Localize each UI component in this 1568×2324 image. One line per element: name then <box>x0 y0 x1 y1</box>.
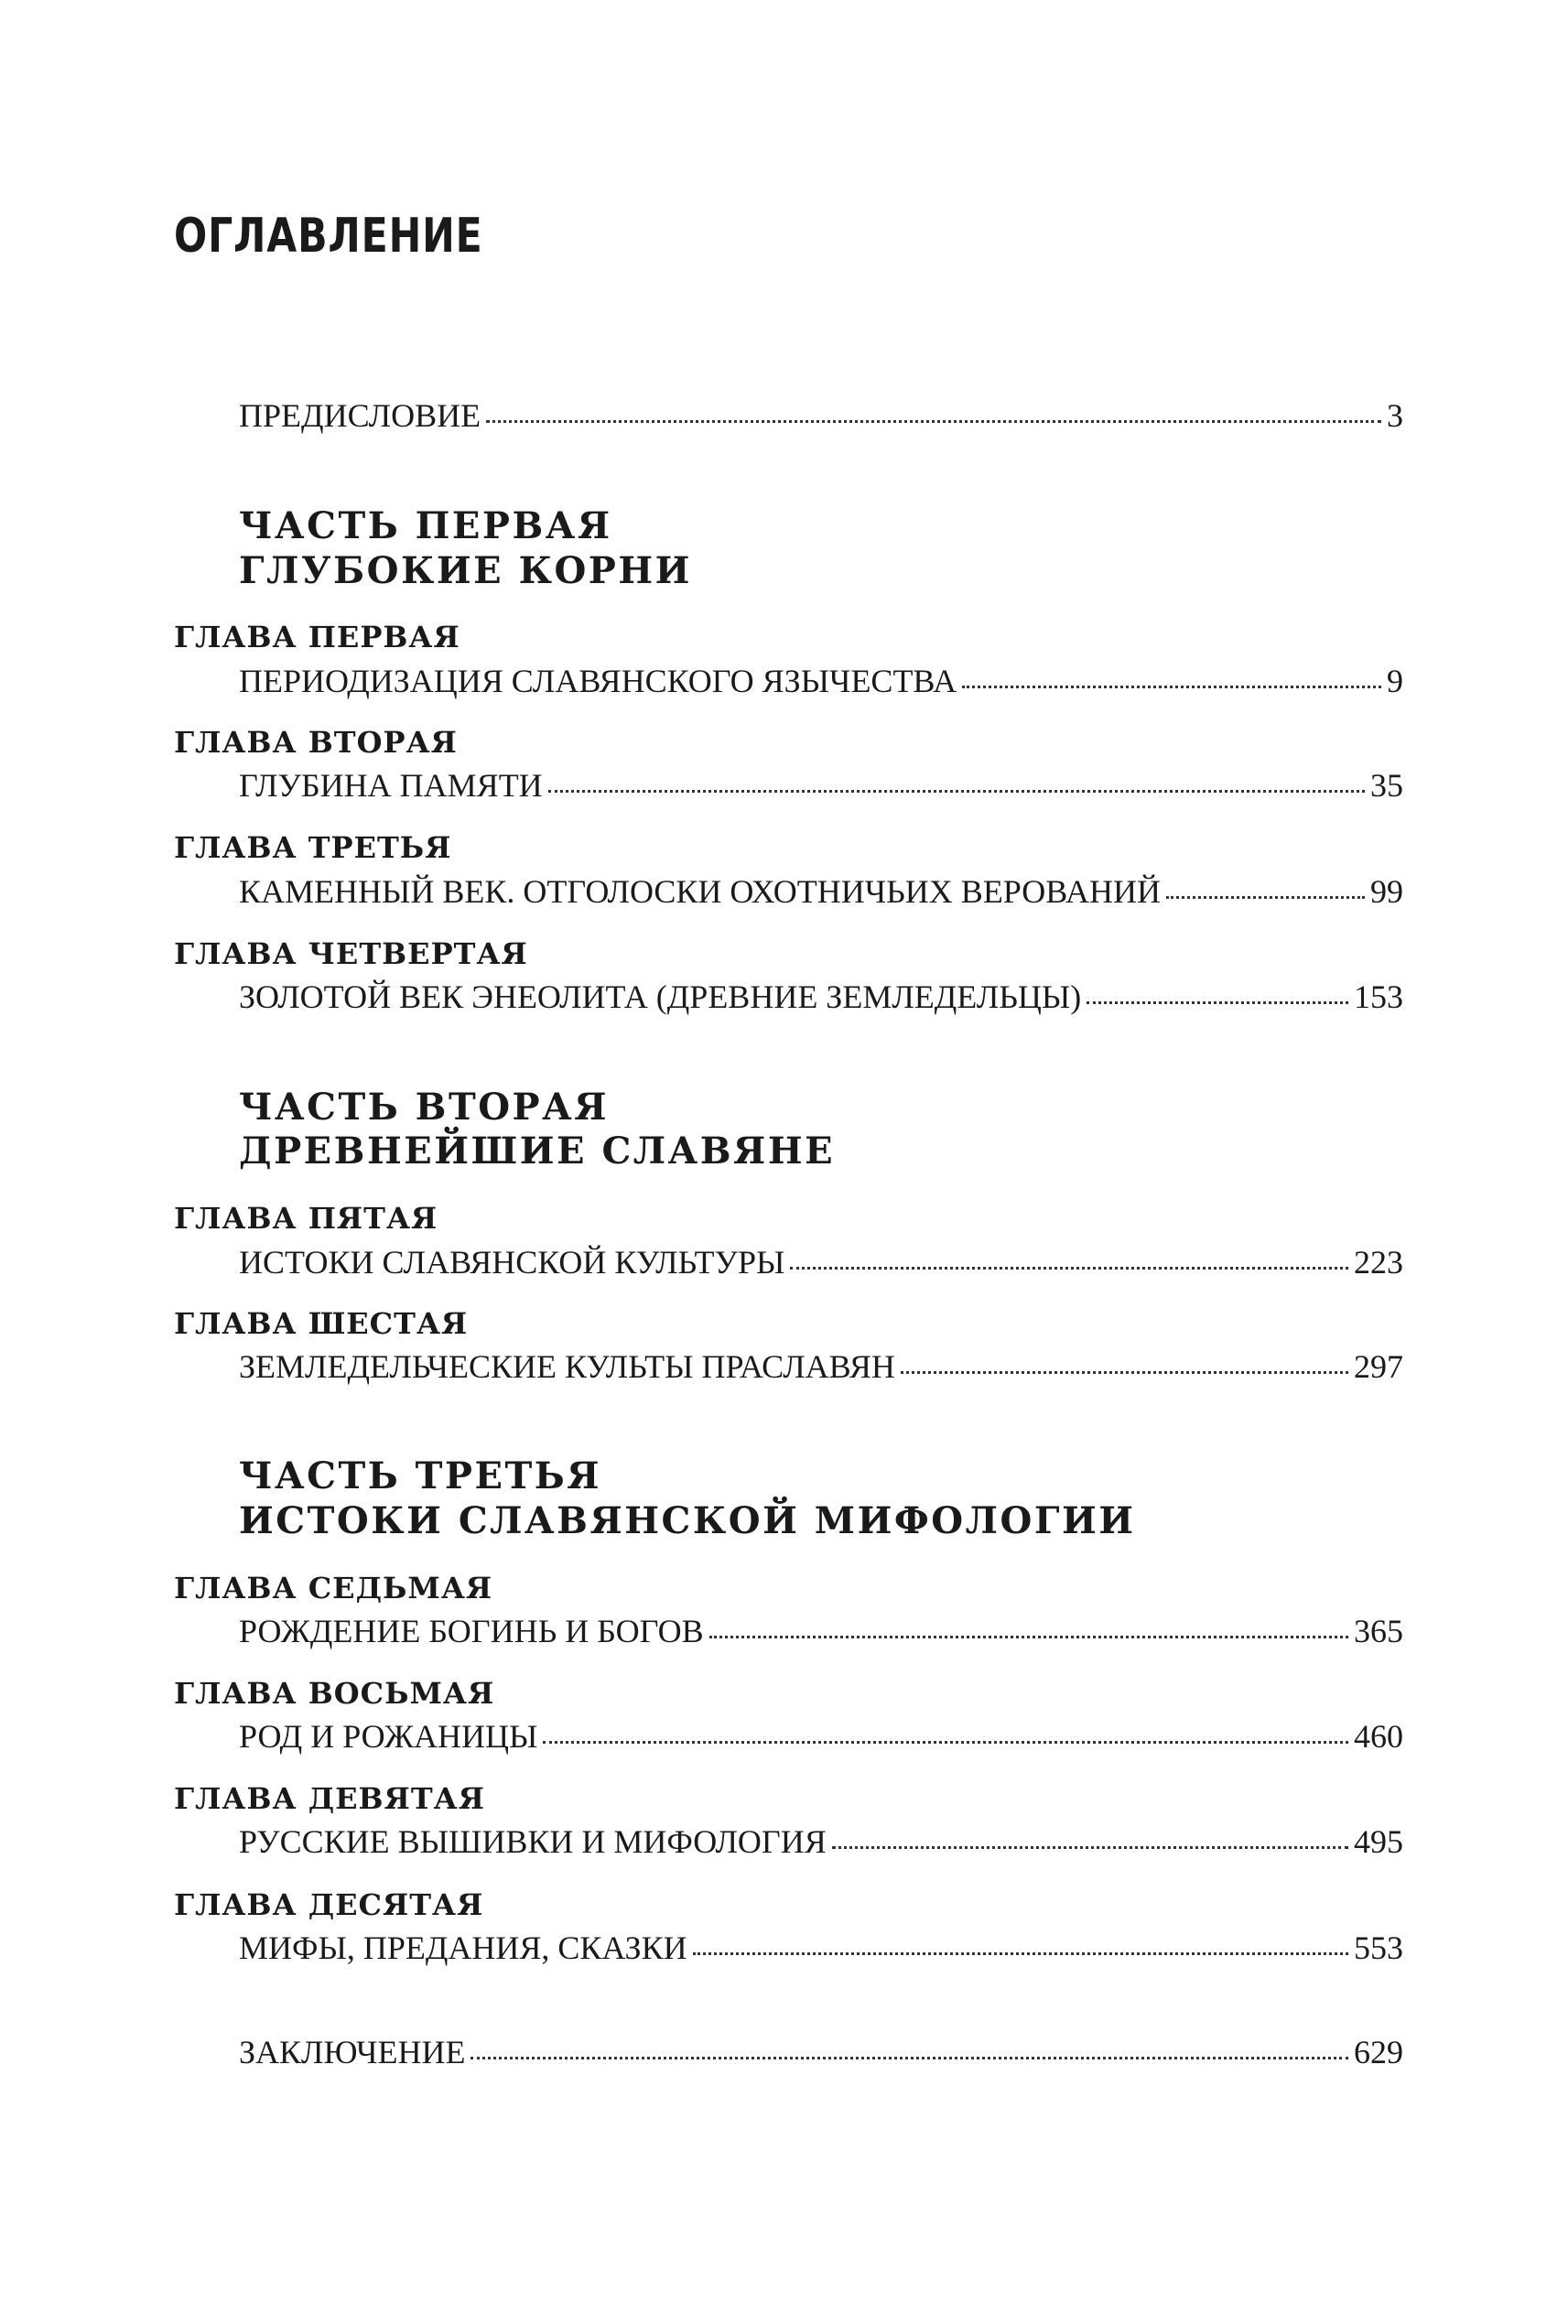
toc-entry-preface[interactable] <box>239 399 1403 432</box>
entry-page-number: 365 <box>1354 1613 1403 1649</box>
dot-leader <box>470 2057 1348 2059</box>
toc-entry-chapter[interactable] <box>239 980 1403 1013</box>
entry-page-number: 460 <box>1354 1718 1403 1755</box>
chapter-heading: ГЛАВА ЧЕТВЕРТАЯ <box>174 936 528 971</box>
entry-title: ПЕРИОДИЗАЦИЯ СЛАВЯНСКОГО ЯЗЫЧЕСТВА <box>239 663 957 699</box>
entry-page-number: 223 <box>1354 1244 1403 1281</box>
entry-page-number: 99 <box>1370 873 1403 910</box>
part-label: ЧАСТЬ ПЕРВАЯ <box>239 504 612 547</box>
entry-title: КАМЕННЫЙ ВЕК. ОТГОЛОСКИ ОХОТНИЧЬИХ ВЕРОВАНИЙ <box>239 873 1161 910</box>
entry-title: МИФЫ, ПРЕДАНИЯ, СКАЗКИ <box>239 1929 687 1966</box>
entry-title: ЗЕМЛЕДЕЛЬЧЕСКИЕ КУЛЬТЫ ПРАСЛАВЯН <box>239 1348 895 1385</box>
toc-entry-chapter[interactable] <box>239 1350 1403 1383</box>
part-name: ИСТОКИ СЛАВЯНСКОЙ МИФОЛОГИИ <box>239 1499 1136 1542</box>
dot-leader <box>1087 1001 1348 1004</box>
toc-entry-chapter[interactable] <box>239 1720 1403 1753</box>
entry-title: РОД И РОЖАНИЦЫ <box>239 1718 538 1755</box>
dot-leader <box>486 420 1381 423</box>
entry-title: РОЖДЕНИЕ БОГИНЬ И БОГОВ <box>239 1613 704 1649</box>
toc-entry-chapter[interactable] <box>239 875 1403 908</box>
entry-page-number: 629 <box>1354 2034 1403 2070</box>
entry-title: РУССКИЕ ВЫШИВКИ И МИФОЛОГИЯ <box>239 1823 827 1860</box>
entry-title: ГЛУБИНА ПАМЯТИ <box>239 767 543 804</box>
toc-entry-chapter[interactable] <box>239 1246 1403 1279</box>
entry-page-number: 153 <box>1354 978 1403 1015</box>
dot-leader <box>709 1636 1348 1638</box>
entry-page-number: 297 <box>1354 1348 1403 1385</box>
chapter-heading: ГЛАВА ТРЕТЬЯ <box>174 830 452 865</box>
toc-entry-chapter[interactable] <box>239 665 1403 697</box>
toc-entry-chapter[interactable] <box>239 1615 1403 1648</box>
page-title: ОГЛАВЛЕНИЕ <box>174 209 483 264</box>
dot-leader <box>1166 896 1365 899</box>
entry-title: ИСТОКИ СЛАВЯНСКОЙ КУЛЬТУРЫ <box>239 1244 785 1281</box>
part-name: ДРЕВНЕЙШИЕ СЛАВЯНЕ <box>239 1130 836 1173</box>
dot-leader <box>543 1741 1348 1744</box>
toc-entry-conclusion[interactable] <box>239 2036 1403 2069</box>
entry-page-number: 3 <box>1387 397 1403 434</box>
chapter-heading: ГЛАВА ВОСЬМАЯ <box>174 1676 495 1711</box>
entry-page-number: 35 <box>1370 767 1403 804</box>
entry-page-number: 495 <box>1354 1823 1403 1860</box>
entry-title: ЗАКЛЮЧЕНИЕ <box>239 2034 466 2070</box>
toc-entry-chapter[interactable] <box>239 769 1403 802</box>
part-label: ЧАСТЬ ВТОРАЯ <box>239 1086 609 1129</box>
part-label: ЧАСТЬ ТРЕТЬЯ <box>239 1454 602 1497</box>
entry-title: ЗОЛОТОЙ ВЕК ЭНЕОЛИТА (ДРЕВНИЕ ЗЕМЛЕДЕЛЬЦЫ) <box>239 978 1082 1015</box>
toc-entry-chapter[interactable] <box>239 1825 1403 1858</box>
entry-title: ПРЕДИСЛОВИЕ <box>239 397 481 434</box>
dot-leader <box>962 686 1381 688</box>
toc-entry-chapter[interactable] <box>239 1931 1403 1964</box>
chapter-heading: ГЛАВА ВТОРАЯ <box>174 725 458 760</box>
chapter-heading: ГЛАВА ШЕСТАЯ <box>174 1306 469 1341</box>
chapter-heading: ГЛАВА ДЕСЯТАЯ <box>174 1887 484 1922</box>
chapter-heading: ГЛАВА СЕДЬМАЯ <box>174 1571 493 1605</box>
dot-leader <box>832 1846 1348 1849</box>
chapter-heading: ГЛАВА ПЕРВАЯ <box>174 620 460 654</box>
dot-leader <box>693 1952 1348 1955</box>
dot-leader <box>790 1267 1348 1270</box>
part-name: ГЛУБОКИЕ КОРНИ <box>239 549 692 592</box>
entry-page-number: 553 <box>1354 1929 1403 1966</box>
chapter-heading: ГЛАВА ДЕВЯТАЯ <box>174 1781 485 1816</box>
dot-leader <box>901 1371 1348 1374</box>
chapter-heading: ГЛАВА ПЯТАЯ <box>174 1201 438 1236</box>
entry-page-number: 9 <box>1387 663 1403 699</box>
dot-leader <box>548 790 1365 793</box>
